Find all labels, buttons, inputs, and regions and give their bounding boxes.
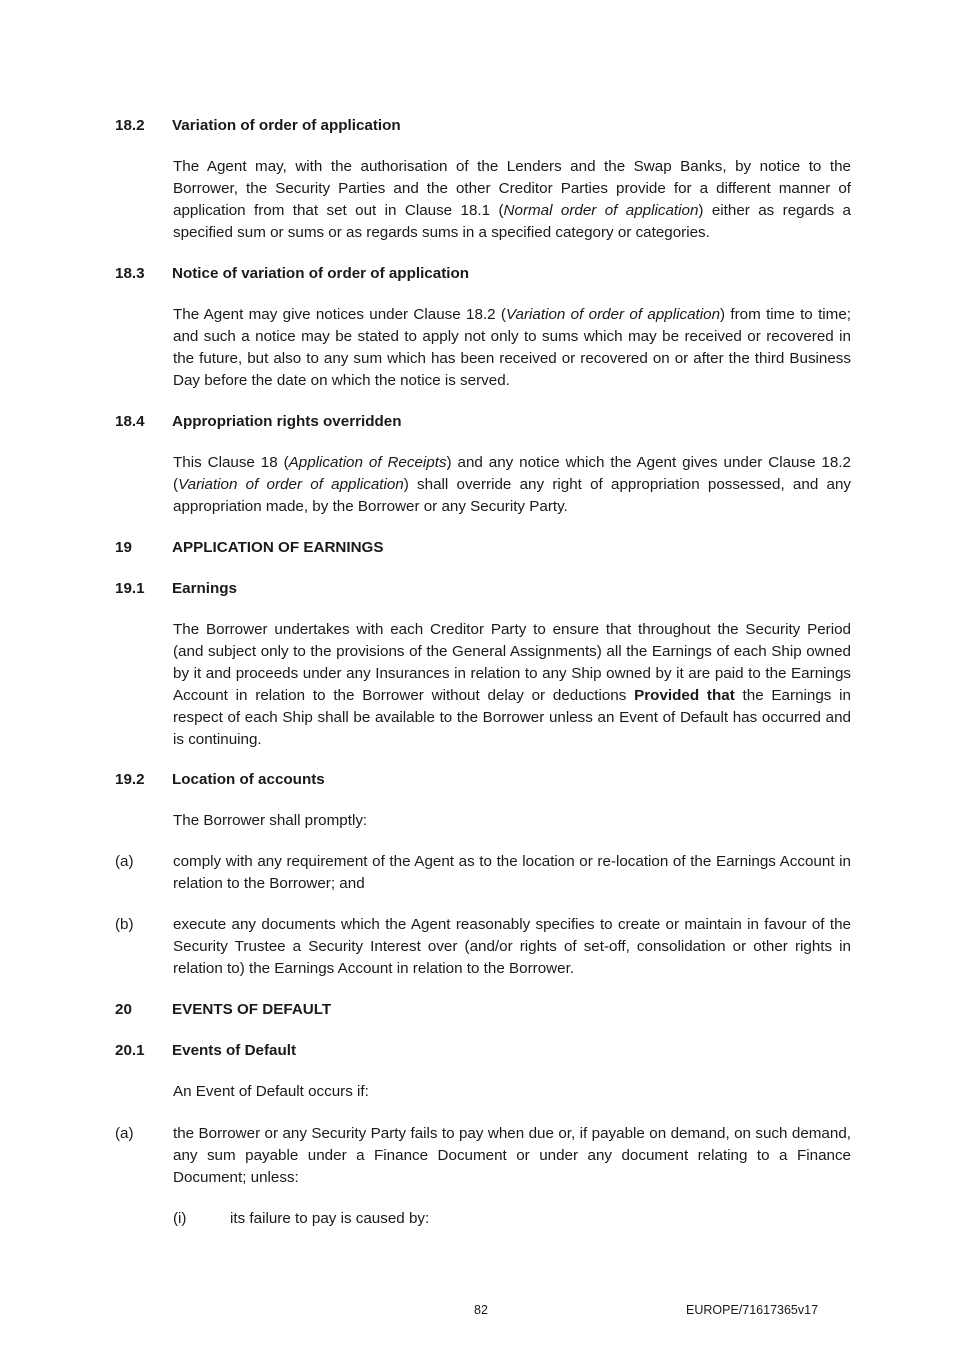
section-number: 20.1 (115, 1042, 145, 1059)
section-number: 19 (115, 539, 132, 556)
heading-19 (115, 537, 384, 559)
text-run: The Borrower undertakes with each Creditor Party to ensure that throughout the Security Period (and subject only to the provisions of the General Assignments) all the Earnings of each Ship owned by it and proceeds under any Insurances in relation to any Ship owned by it are paid to the Earnings Account in relation to the Borrower without delay or deductions (173, 621, 851, 704)
paragraph-20-1-a: the Borrower or any Security Party fails to pay when due or, if payable on demand, on such demand, any sum payable under a Finance Document or under any document relating to a Finance Document; unless: (173, 1125, 851, 1186)
text-run: The Agent may give notices under Clause 18.2 ( (173, 306, 506, 323)
section-title: Events of Default (172, 1042, 297, 1059)
section-number: 18.3 (115, 265, 145, 282)
section-number: 20 (115, 1001, 132, 1018)
section-title: Location of accounts (172, 771, 325, 788)
item-marker-b: (b) (115, 916, 134, 933)
heading-18-2 (115, 115, 401, 137)
section-number: 19.1 (115, 580, 145, 597)
page-number: 82 (474, 1303, 488, 1317)
text-run: ) from time to time; and such a notice may be stated to apply not only to sums which may be received or recovered in the future, but also to any sum which has been received or recovered on or after the third Business Day before the date on which the notice is served. (173, 306, 851, 389)
document-reference: EUROPE/71617365v17 (686, 1303, 819, 1317)
paragraph-20-1-a-i: its failure to pay is caused by: (230, 1210, 430, 1227)
item-marker-a: (a) (115, 853, 134, 870)
text-run: the Earnings in respect of each Ship shall be available to the Borrower unless an Event of Default has occurred and is continuing. (173, 687, 851, 748)
paragraph-19-1 (173, 619, 851, 751)
item-marker-a: (a) (115, 1125, 134, 1142)
clause-reference: Application of Receipts (288, 454, 447, 471)
text-run: ) either as regards a specified sum or sums or as regards sums in a specified category or categories. (173, 202, 851, 241)
heading-19-2 (115, 769, 325, 791)
paragraph-19-2-b: execute any documents which the Agent reasonably specifies to create or maintain in favour of the Security Trustee a Security Interest over (and/or rights of set-off, consolidation or other rights in relation to) the Earnings Account in relation to the Borrower. (173, 916, 851, 977)
proviso-bold: Provided that (634, 687, 735, 704)
section-title: EVENTS OF DEFAULT (172, 1001, 332, 1018)
section-title: Appropriation rights overridden (172, 413, 402, 430)
section-number: 18.2 (115, 117, 145, 134)
paragraph-18-2 (173, 156, 851, 244)
text-run: ) shall override any right of appropriation possessed, and any appropriation made, by the Borrower or any Security Party. (173, 476, 851, 515)
section-number: 19.2 (115, 771, 145, 788)
text-run: The Agent may, with the authorisation of the Lenders and the Swap Banks, by notice to the Borrower, the Security Parties and the other Creditor Parties provide for a different manner of application from that set out in Clause 18.1 ( (173, 158, 851, 219)
section-number: 18.4 (115, 413, 145, 430)
heading-18-4 (115, 411, 402, 433)
section-title: Earnings (172, 580, 237, 597)
section-title: Notice of variation of order of application (172, 265, 470, 282)
clause-reference: Normal order of application (503, 202, 699, 219)
paragraph-18-3 (173, 304, 851, 392)
clause-reference: Variation of order of application (178, 476, 404, 493)
text-run: This Clause 18 ( (173, 454, 289, 471)
section-title: Variation of order of application (172, 117, 401, 134)
paragraph-19-2-intro: The Borrower shall promptly: (173, 812, 368, 829)
clause-reference: Variation of order of application (505, 306, 721, 323)
paragraph-20-1-intro: An Event of Default occurs if: (173, 1083, 369, 1100)
text-run: ) and any notice which the Agent gives under Clause 18.2 ( (173, 454, 851, 493)
section-title: APPLICATION OF EARNINGS (172, 539, 384, 556)
heading-18-3 (115, 263, 469, 285)
heading-20-1 (115, 1040, 296, 1062)
sub-item-marker-i: (i) (173, 1210, 187, 1227)
heading-19-1 (115, 578, 237, 600)
heading-20 (115, 999, 331, 1021)
paragraph-18-4 (173, 452, 851, 518)
paragraph-19-2-a: comply with any requirement of the Agent as to the location or re-location of the Earnings Account in relation to the Borrower; and (173, 853, 851, 892)
